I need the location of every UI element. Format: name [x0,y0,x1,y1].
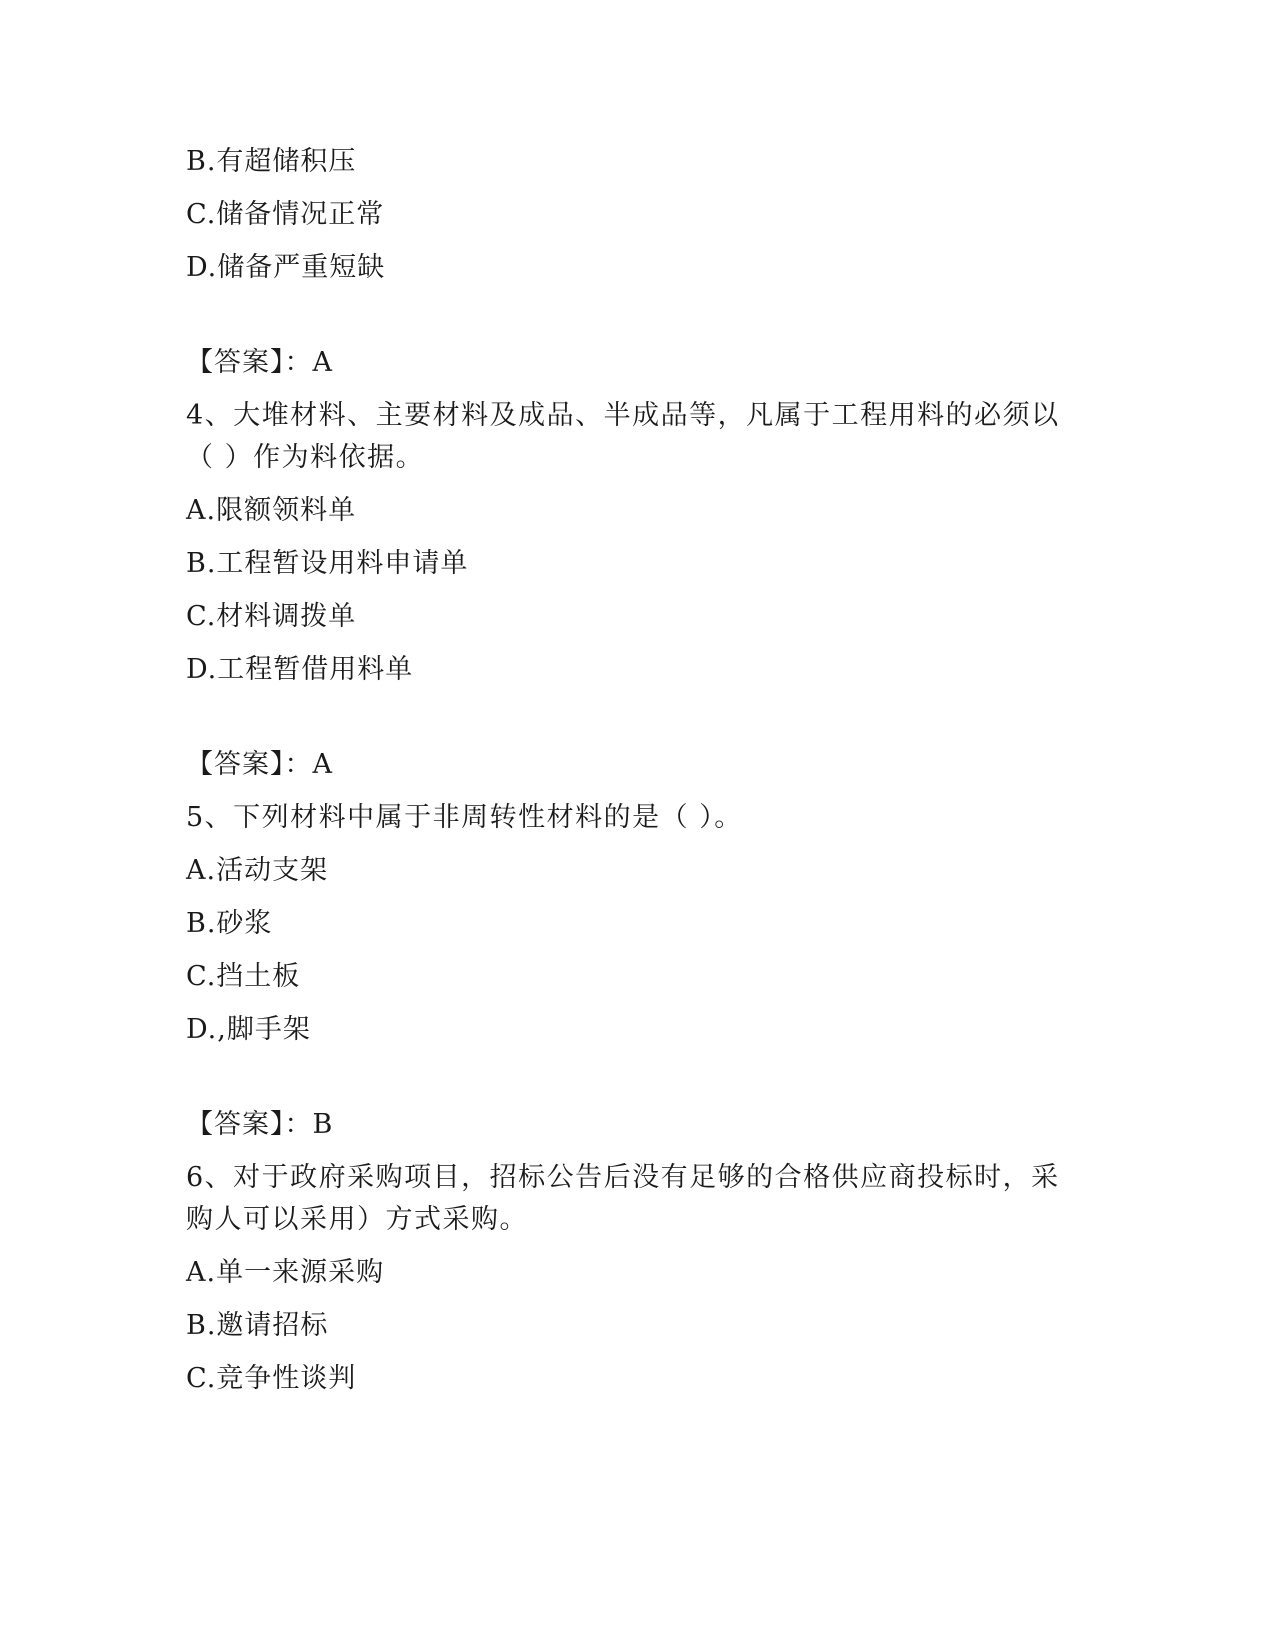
q3-answer: 【答案】：A [186,347,333,378]
q5-option-d: D.,脚手架 [186,1014,311,1045]
q5-option-a: A.活动支架 [186,855,329,886]
q4-answer: 【答案】：A [186,749,333,780]
q4-option-c: C.材料调拨单 [186,601,357,632]
q5-option-b: B.砂浆 [186,908,273,939]
q5-option-c: C.挡土板 [186,961,301,992]
q6-option-c: C.竞争性谈判 [186,1363,357,1394]
q6-stem-line1: 6、对于政府采购项目，招标公告后没有足够的合格供应商投标时，采 [186,1162,1060,1193]
q6-option-a: A.单一来源采购 [186,1257,385,1288]
q4-option-a: A.限额领料单 [186,495,357,526]
q6-option-b: B.邀请招标 [186,1310,329,1341]
q5-answer: 【答案】：B [186,1109,334,1140]
q3-option-c: C.储备情况正常 [186,199,385,230]
q4-option-b: B.工程暂设用料申请单 [186,548,469,579]
q4-stem-line2: （ ）作为料依据。 [186,442,425,473]
q4-option-d: D.工程暂借用料单 [186,654,414,685]
q3-option-d: D.储备严重短缺 [186,252,386,283]
q3-option-b: B.有超储积压 [186,146,357,177]
q5-stem-line1: 5、下列材料中属于非周转性材料的是（ ）。 [186,802,743,833]
q4-stem-line1: 4、大堆材料、主要材料及成品、半成品等，凡属于工程用料的必须以 [186,400,1060,431]
q6-stem-line2: 购人可以采用）方式采购。 [186,1204,528,1235]
